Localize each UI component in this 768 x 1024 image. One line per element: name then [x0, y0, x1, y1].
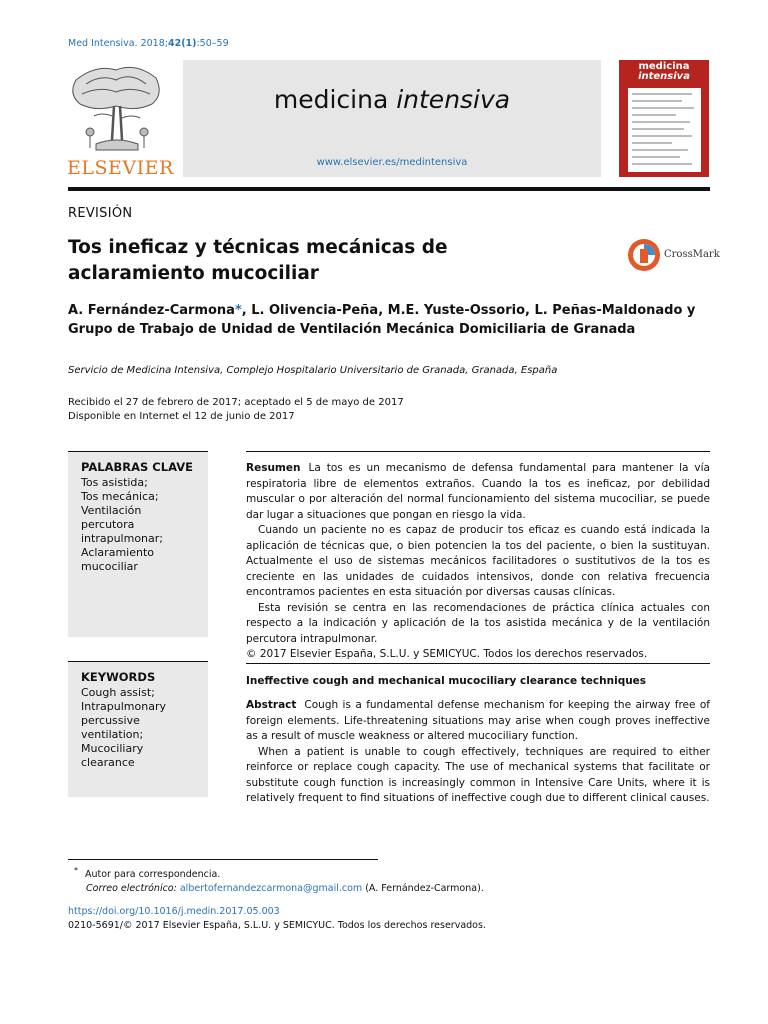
cover-contents-panel: [628, 88, 701, 172]
english-title: Ineffective cough and mechanical mucociliary clearance techniques: [246, 675, 647, 687]
keywords-en-box: [68, 661, 208, 797]
elsevier-wordmark: ELSEVIER: [67, 157, 174, 179]
keywords-es-heading: PALABRAS CLAVE: [81, 460, 193, 474]
header-rule: [68, 187, 710, 191]
footnote: * Autor para correspondencia. Correo electrónico: albertofernandezcarmona@gmail.com (A. Fernández-Carmona).: [74, 866, 484, 895]
cover-title-line1: medicina: [638, 61, 690, 72]
affiliation: Servicio de Medicina Intensiva, Complejo Hospitalario Universitario de Granada, Granada, España: [68, 365, 558, 376]
journal-masthead: [183, 60, 601, 177]
crossmark-label: CrossMark: [664, 249, 720, 260]
keyword-item: intrapulmonar;: [81, 532, 164, 545]
keywords-es-box: [68, 451, 208, 637]
keyword-item: Mucociliary clearance: [81, 742, 144, 769]
journal-citation[interactable]: Med Intensiva. 2018;42(1):50–59: [68, 38, 229, 49]
keyword-item: Intrapulmonary: [81, 700, 166, 713]
abstract-en-rule: [246, 663, 710, 664]
keyword-item: Cough assist;: [81, 686, 155, 699]
abstract-es: Resumen La tos es un mecanismo de defensa fundamental para mantener la vía respiratoria libre de elementos extraños. Cuando la tos es ineficaz, por debilidad muscular o por alteración del normal funcionamiento del sistema mucociliar, se puede dar lugar a situaciones que pongan en riesgo la vida. Cuando un paciente no es capaz de producir tos eficaz es cuando está indicada la aplicación de técnicas que, o bien potencien la tos del paciente, o bien la sustituyan. Actualmente el uso de sistemas mecánicos facilitadores o sustitutivos de la tos es creciente en las unidades de cuidados intensivos, donde con relativa frecuencia encontramos pacientes en esta situación por diversas causas clínicas. Esta revisión se centra en las recomendaciones de práctica clínica actuales con respecto a la indicación y aplicación de la tos asistida mecánica y de la ventilación percutora intrapulmonar. © 2017 Elsevier España, S.L.U. y SEMICYUC. Todos los derechos reservados.: [246, 462, 710, 660]
keyword-item: mucociliar: [81, 560, 138, 573]
crossmark-icon: [626, 237, 662, 273]
journal-title: medicina intensiva: [273, 85, 511, 114]
article-authors: A. Fernández-Carmona*, L. Olivencia-Peña, M.E. Yuste-Ossorio, L. Peñas-Maldonado y Grupo de Trabajo de Unidad de Ventilación Mecánica Domiciliaria de Granada: [68, 303, 696, 337]
journal-cover-thumbnail: [619, 60, 709, 177]
abstract-es-label: Resumen: [246, 462, 301, 474]
article-title: Tos ineficaz y técnicas mecánicas de aclaramiento mucociliar: [68, 237, 448, 284]
abstract-en: Abstract Cough is a fundamental defense mechanism for keeping the airway free of foreign elements. Life-threatening situations may arise when cough proves ineffective as a result of muscle weakness or altered mucociliary function. When a patient is unable to cough effectively, techniques are required to either reinforce or replace cough capacity. The use of mechanical systems that facilitate or substitute cough function is increasingly common in Intensive Care Units, where it is relatively frequent to find situations of ineffective cough due to different clinical causes.: [246, 699, 710, 804]
keywords-en-heading: KEYWORDS: [81, 670, 156, 684]
footnote-rule: [68, 859, 378, 860]
article-section: REVISIÓN: [68, 206, 133, 221]
journal-url-link[interactable]: www.elsevier.es/medintensiva: [316, 157, 468, 168]
abstract-es-rule: [246, 451, 710, 452]
crossmark-badge[interactable]: [626, 237, 720, 273]
author-email-link[interactable]: albertofernandezcarmona@gmail.com: [179, 883, 363, 895]
article-dates: Recibido el 27 de febrero de 2017; aceptado el 5 de mayo de 2017 Disponible en Internet el 12 de junio de 2017: [68, 397, 404, 422]
footnote-mark: *: [74, 866, 78, 875]
keyword-item: Aclaramiento: [81, 546, 154, 559]
keyword-item: Ventilación percutora: [81, 504, 142, 531]
abstract-en-label: Abstract: [246, 699, 297, 711]
cover-title-line2: intensiva: [638, 71, 690, 82]
corresponding-author-mark[interactable]: *: [234, 303, 242, 318]
keyword-item: ventilation;: [81, 728, 144, 741]
issn-copyright: 0210-5691/© 2017 Elsevier España, S.L.U. y SEMICYUC. Todos los derechos reservados.: [68, 920, 486, 931]
doi-link[interactable]: https://doi.org/10.1016/j.medin.2017.05.003: [68, 906, 280, 917]
elsevier-tree-logo: [66, 60, 166, 156]
keyword-item: percussive: [81, 714, 140, 727]
keyword-item: Tos asistida;: [81, 476, 148, 489]
keyword-item: Tos mecánica;: [81, 490, 159, 503]
